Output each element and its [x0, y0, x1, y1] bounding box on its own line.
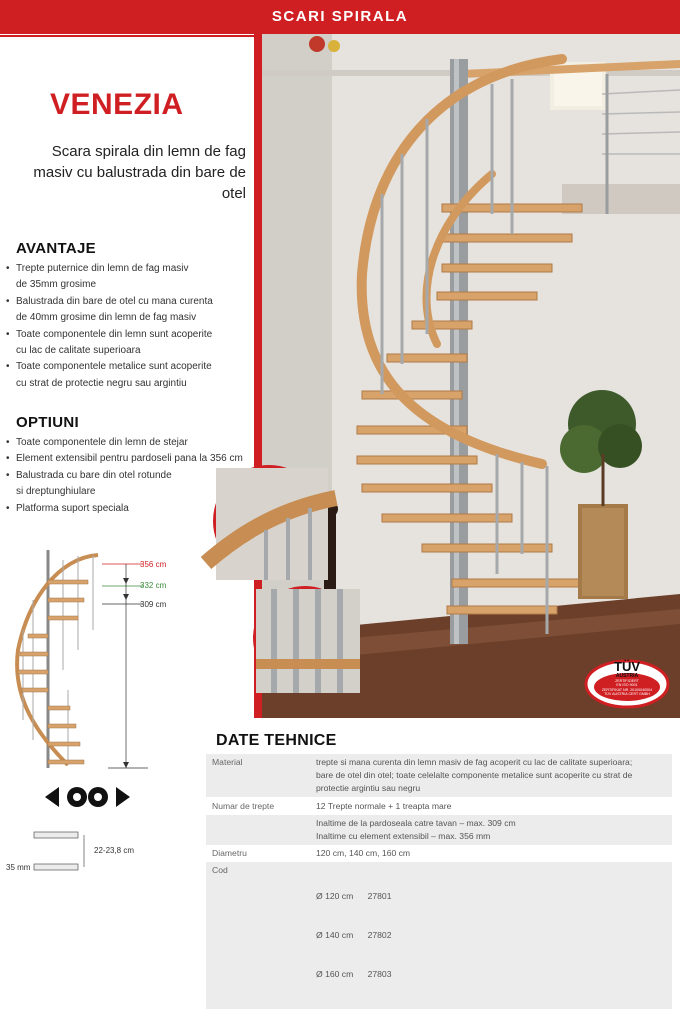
value-line: Inaltime de la pardoseala catre tavan – max. 309 cm [316, 818, 516, 828]
technical-data-table [206, 754, 672, 1009]
advantages-list [6, 261, 256, 392]
handrail-detail-image [216, 468, 328, 580]
rotation-direction-icon [45, 782, 130, 812]
row-label: Cod [206, 862, 310, 1009]
tuv-sub: AUSTRIA [615, 673, 639, 679]
tread-height-label: 22-23,8 cm [94, 846, 135, 855]
option-item-cont: si dreptunghiulare [16, 486, 96, 498]
row-value [310, 754, 672, 798]
detail-circle-baluster [253, 586, 357, 690]
advantage-item: • Balustrada din bare de otel cu mana curenta [6, 294, 256, 310]
row-label: Diametru [212, 848, 247, 858]
advantages-heading: AVANTAJE [16, 240, 96, 257]
subtitle-line-2: masiv cu balustrada din bare de otel [33, 164, 246, 202]
row-label: Material [206, 754, 310, 798]
option-item: • Balustrada cu bare din otel rotunde [6, 468, 256, 484]
options-heading: OPTIUNI [16, 414, 79, 431]
option-item: • Toate componentele din lemn de stejar [6, 435, 256, 451]
tuv-line-1: ZERTIFIZIERT [615, 679, 639, 683]
table-row [206, 815, 672, 845]
row-value [310, 845, 672, 862]
row-value [310, 815, 672, 845]
option-item: • Platforma suport speciala [6, 501, 256, 517]
value-line: 120 cm, 140 cm, 160 cm [316, 848, 411, 858]
tuv-line-2: EN ISO 9001 [616, 683, 638, 688]
advantage-item-cont: de 40mm grosime din lemn de fag masiv [16, 312, 197, 324]
subtitle-line-1: Scara spirala din lemn de fag [51, 143, 246, 160]
option-item: • Element extensibil pentru pardoseli pana la 356 cm [6, 451, 256, 467]
value-line: Inaltime cu element extensibil – max. 356 mm [316, 831, 491, 841]
row-label: Numar de trepte [212, 801, 275, 811]
header-title: SCARI SPIRALA [271, 8, 409, 25]
advantage-item-cont: de 35mm grosime [16, 279, 97, 291]
row-value [310, 862, 672, 1009]
row-value [310, 798, 672, 816]
tuv-certification-badge [584, 655, 670, 709]
table-row [206, 845, 672, 862]
table-row [206, 862, 672, 1009]
staircase-diagram [8, 540, 178, 780]
product-title: VENEZIA [50, 88, 184, 121]
header-bar [0, 0, 680, 34]
dimension-356: 356 cm [140, 560, 167, 569]
row-label [206, 815, 310, 845]
tuv-certificate-text [584, 679, 670, 697]
tread-detail-drawing [30, 830, 90, 875]
value-line: 12 Trepte normale + 1 treapta mare [316, 801, 452, 811]
value-line: trepte si mana curenta din lemn masiv de fag acoperit cu lac de calitate superioara; [316, 757, 633, 767]
table-row [206, 798, 672, 816]
tread-thickness-label: 35 mm [6, 863, 31, 872]
advantage-item: • Toate componentele din lemn sunt acoperite [6, 327, 256, 343]
dimension-309: 309 cm [140, 600, 167, 609]
tuv-line-4: TÜV AUSTRIA CERT GMBH [604, 692, 650, 697]
product-subtitle [20, 141, 246, 204]
advantage-item: • Toate componentele metalice sunt acoperite [6, 359, 256, 375]
tuv-brand: TÜV [614, 659, 640, 674]
advantage-item-cont: cu lac de calitate superioara [16, 345, 141, 357]
detail-circle-handrail [213, 465, 325, 577]
dimension-332: 332 cm [140, 581, 167, 590]
value-line: Ø 160 cm 27803 [316, 969, 392, 979]
value-line: protectie argintiu sau negru [316, 783, 421, 793]
tuv-line-3: ZERTIFIKAT NR. 20100040004 [601, 687, 653, 692]
baluster-detail-image [256, 589, 360, 693]
table-row [206, 754, 672, 798]
technical-data-heading: DATE TEHNICE [216, 732, 337, 749]
value-line: Ø 120 cm 27801 [316, 891, 392, 901]
advantage-item: • Trepte puternice din lemn de fag masiv [6, 261, 256, 277]
value-line: bare de otel din otel; toate celelalte componente metalice sunt acoperite cu strat de [316, 770, 633, 780]
advantage-item-cont: cu strat de protectie negru sau argintiu [16, 377, 187, 389]
value-line: Ø 140 cm 27802 [316, 930, 392, 940]
